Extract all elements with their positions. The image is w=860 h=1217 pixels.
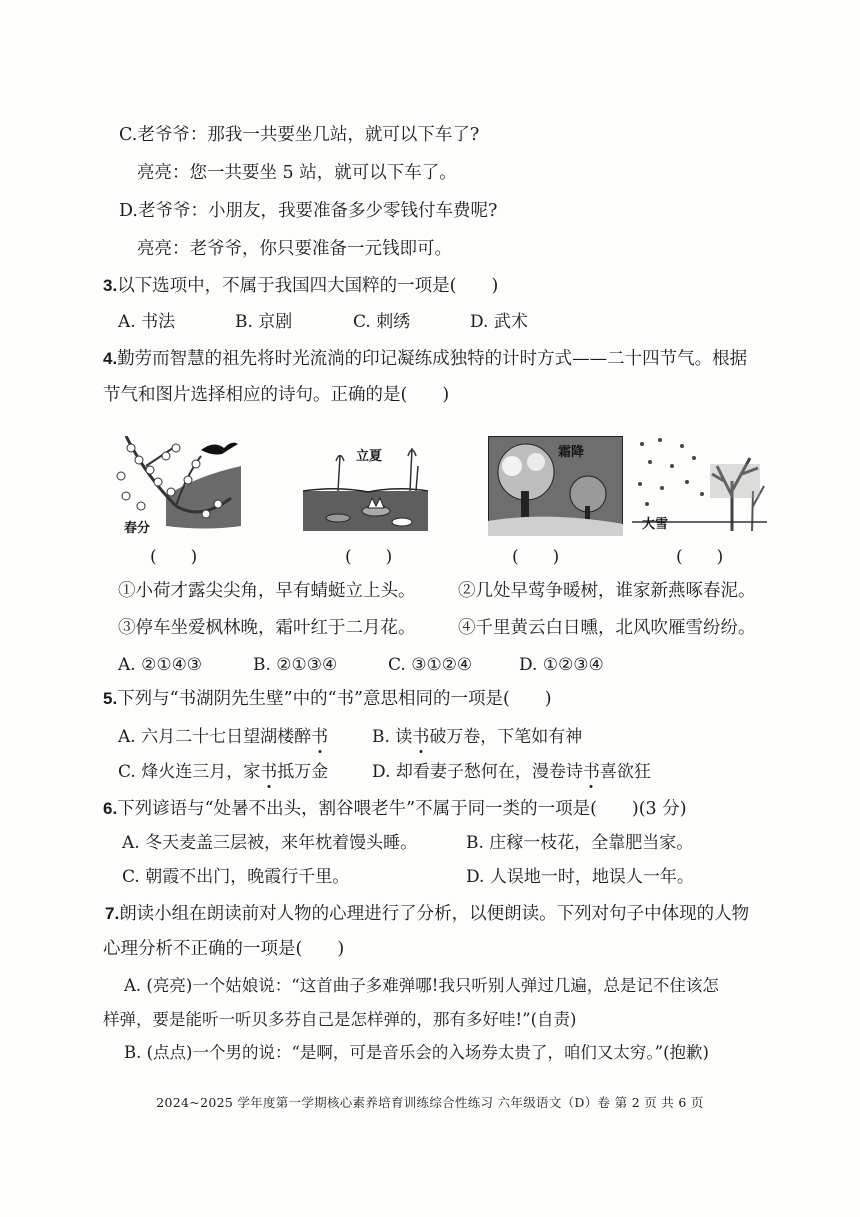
- q3-option-b: B. 京剧: [235, 312, 293, 332]
- q3-number: 3.: [103, 276, 118, 295]
- q7-option-a-line1: A. (亮亮)一个姑娘说：“这首曲子多难弹哪!我只听别人弹过几遍，总是记不住该怎: [124, 976, 719, 995]
- q6-option-b: B. 庄稼一枝花，全靠肥当家。: [466, 833, 694, 853]
- q3-option-c: C. 刺绣: [353, 312, 411, 332]
- q7-stem-line2: 心理分析不正确的一项是( ): [103, 939, 345, 959]
- q6-number: 6.: [103, 799, 118, 818]
- q4-picture-shuangjiang: [488, 436, 623, 536]
- q4-picture-chunfen: [106, 436, 241, 536]
- q7-number: 7.: [105, 904, 120, 923]
- autumn-tree-icon: [488, 436, 623, 536]
- swallow-plum-blossom-icon: [106, 436, 241, 536]
- q4-number: 4.: [103, 349, 118, 368]
- q6-stem: 6.下列谚语与“处暑不出头，割谷喂老牛”不属于同一类的一项是( )(3 分): [103, 799, 687, 819]
- lotus-pond-icon: [298, 436, 433, 536]
- q5-option-c: C. 烽火连三月，家书抵万金: [118, 762, 329, 782]
- q3-option-a: A. 书法: [118, 312, 176, 332]
- q2-option-c-elder: C.老爷爷：那我一共要坐几站，就可以下车了?: [119, 125, 480, 145]
- q7-option-b-line1: B. (点点)一个男的说：“是啊，可是音乐会的入场券太贵了，咱们又太穷。”(抱歉): [124, 1043, 709, 1062]
- q4-poem-2: ②几处早莺争暖树，谁家新燕啄春泥。: [458, 581, 756, 601]
- q4-picture-shuangjiang-label: 霜降: [558, 445, 585, 460]
- q4-picture-daxue-label: 大雪: [642, 517, 669, 532]
- q2-option-c-liang: 亮亮：您一共要坐 5 站，就可以下车了。: [137, 163, 457, 183]
- q4-poem-3: ③停车坐爱枫林晚，霜叶红于二月花。: [118, 618, 416, 638]
- q7-stem-line1: 7.朗读小组在朗读前对人物的心理进行了分析，以便朗读。下列对句子中体现的人物: [105, 904, 750, 924]
- q4-stem-line1: 4.勤劳而智慧的祖先将时光流淌的印记凝练成独特的计时方式——二十四节气。根据: [103, 349, 748, 369]
- snow-tree-icon: [632, 436, 767, 536]
- q6-option-d: D. 人误地一时，地误人一年。: [466, 867, 694, 887]
- q4-blank-4[interactable]: ( ): [676, 547, 724, 567]
- q4-poem-4: ④千里黄云白日曛，北风吹雁雪纷纷。: [458, 618, 756, 638]
- q4-blank-3[interactable]: ( ): [512, 547, 560, 567]
- q4-option-b: B. ②①③④: [253, 655, 338, 675]
- q4-picture-lixia-label: 立夏: [356, 449, 383, 464]
- q4-blank-1[interactable]: ( ): [150, 547, 198, 567]
- q4-picture-lixia: [298, 436, 433, 536]
- q4-stem-line2: 节气和图片选择相应的诗句。正确的是( ): [103, 385, 450, 405]
- q4-option-a: A. ②①④③: [118, 655, 203, 675]
- page-footer: 2024~2025 学年度第一学期核心素养培育训练综合性练习 六年级语文（D）卷 第 2 页 共 6 页: [156, 1095, 704, 1110]
- q4-option-d: D. ①②③④: [519, 655, 604, 675]
- q2-option-d-liang: 亮亮：老爷爷，你只要准备一元钱即可。: [137, 239, 452, 259]
- q5-option-d: D. 却看妻子愁何在，漫卷诗书喜欲狂: [372, 762, 651, 782]
- q6-option-a: A. 冬天麦盖三层被，来年枕着馒头睡。: [122, 833, 418, 853]
- q3-option-d: D. 武术: [470, 312, 528, 332]
- q4-option-c: C. ③①②④: [388, 655, 473, 675]
- q4-picture-chunfen-label: 春分: [124, 521, 151, 536]
- q6-option-c: C. 朝霞不出门，晚霞行千里。: [122, 867, 350, 887]
- q5-number: 5.: [103, 689, 118, 708]
- q4-picture-daxue: [632, 436, 767, 536]
- q7-option-a-line2: 样弹，要是能听一听贝多芬自己是怎样弹的，那有多好哇!”(自责): [103, 1010, 577, 1029]
- q2-option-d-elder: D.老爷爷：小朋友，我要准备多少零钱付车费呢?: [119, 201, 498, 221]
- q4-poem-1: ①小荷才露尖尖角，早有蜻蜓立上头。: [118, 581, 416, 601]
- q3-stem: 3.以下选项中，不属于我国四大国粹的一项是( ): [103, 276, 499, 296]
- q4-blank-2[interactable]: ( ): [345, 547, 393, 567]
- q5-option-b: B. 读书破万卷，下笔如有神: [372, 727, 583, 747]
- q5-option-a: A. 六月二十七日望湖楼醉书: [118, 727, 329, 747]
- q5-stem: 5.下列与“书湖阴先生壁”中的“书”意思相同的一项是( ): [103, 689, 552, 709]
